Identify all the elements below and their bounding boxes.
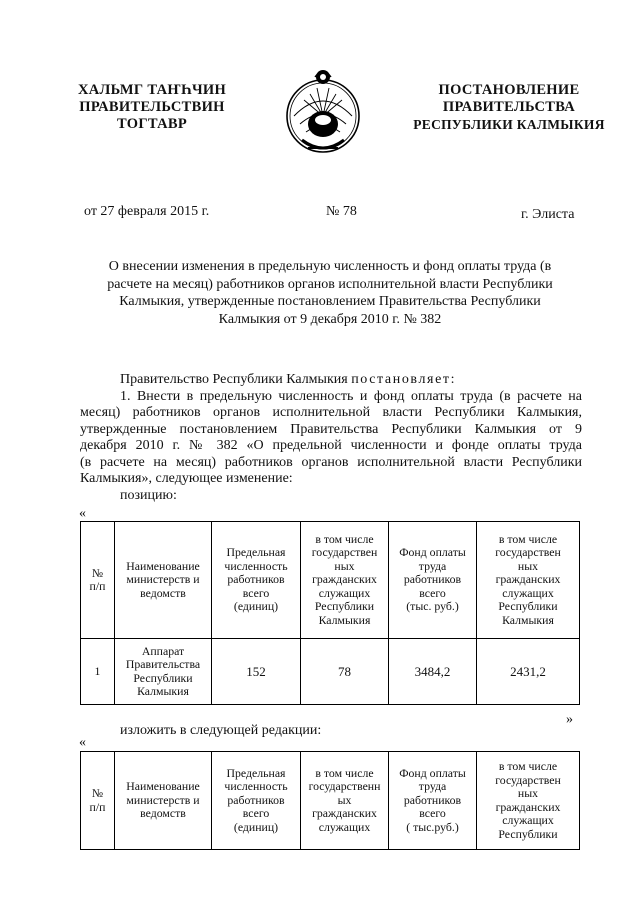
quote-open-2: «	[79, 735, 86, 750]
table1-header-row	[81, 522, 580, 639]
table2-header-civil-payroll: в том числе государствен ных гражданских служащих Республики	[477, 752, 580, 850]
table1-header-civil-payroll: в том числе государствен ных гражданских служащих Республики Калмыкия	[477, 522, 580, 639]
header-right-line-3: РЕСПУБЛИКИ КАЛМЫКИЯ	[413, 117, 605, 132]
title-line-1: О внесении изменения в предельную численность и фонд оплаты труда (в	[108, 259, 552, 274]
table1-cell-civil-payroll: 2431,2	[477, 639, 580, 705]
intro-line	[80, 372, 582, 389]
table1-cell-civil-servants: 78	[301, 639, 389, 705]
quote-open-1: «	[79, 506, 86, 521]
table-new-position	[80, 751, 580, 850]
header-right-line-1: ПОСТАНОВЛЕНИЕ	[438, 82, 580, 98]
para-line-3: утвержденные постановлением Правительства Республики Калмыкия от 9	[80, 421, 582, 437]
table1-cell-name: Аппарат Правительства Республики Калмыкия	[115, 639, 212, 705]
para-line-4: декабря 2010 г. № 382 «О предельной численности и фонде оплаты труда	[80, 438, 582, 453]
quote-close-1: »	[566, 712, 573, 727]
intro-decree-word: постановляет:	[351, 372, 457, 387]
position-label: позицию:	[120, 487, 177, 503]
document-date: от 27 февраля 2015 г.	[84, 204, 210, 219]
table1-header-payroll-fund: Фонд оплаты труда работников всего (тыс. руб.)	[389, 522, 477, 639]
header-left-line-3: ТОГТАВР	[116, 116, 188, 132]
title-line-3: Калмыкия, утвержденные постановлением Правительства Республики	[119, 294, 541, 309]
table2-header-payroll-fund: Фонд оплаты труда работников всего ( тыс.руб.)	[389, 752, 477, 850]
para-line-1: 1. Внести в предельную численность и фонд оплаты труда (в расчете на	[120, 388, 582, 404]
intro-text: Правительство Республики Калмыкия	[120, 372, 352, 387]
header-left-kalmyk	[66, 82, 238, 133]
resolution-body	[80, 372, 582, 504]
table1-cell-num: 1	[81, 639, 115, 705]
table1-header-name: Наименование министерств и ведомств	[115, 522, 212, 639]
header-right-russian	[410, 82, 608, 133]
para-line-5: (в расчете на месяц) работников органов исполнительной власти Республики	[80, 454, 582, 470]
para-line-2: месяц) работников органов исполнительной власти Республики Калмыкия,	[80, 405, 582, 420]
table1-header-civil-servants: в том числе государствен ных гражданских служащих Республики Калмыкия	[301, 522, 389, 639]
restate-label: изложить в следующей редакции:	[120, 723, 322, 738]
document-title	[80, 258, 580, 328]
table1-cell-headcount: 152	[212, 639, 301, 705]
table2-header-headcount: Предельная численность работников всего (единиц)	[212, 752, 301, 850]
table2-header-name: Наименование министерств и ведомств	[115, 752, 212, 850]
document-number: № 78	[326, 204, 357, 219]
para-line-6: Калмыкия», следующее изменение:	[80, 471, 293, 486]
table1-header-num: № п/п	[81, 522, 115, 639]
title-line-4: Калмыкия от 9 декабря 2010 г. № 382	[218, 311, 442, 327]
table1-header-headcount: Предельная численность работников всего (единиц)	[212, 522, 301, 639]
table-current-position	[80, 521, 580, 705]
header-left-line-2: ПРАВИТЕЛЬСТВИН	[79, 99, 225, 115]
table2-header-row	[81, 752, 580, 850]
table2-header-civil-servants: в том числе государственн ых гражданских служащих	[301, 752, 389, 850]
table2-header-num: № п/п	[81, 752, 115, 850]
table-row	[81, 639, 580, 705]
coat-of-arms-icon	[284, 64, 362, 160]
table1-cell-payroll-fund: 3484,2	[389, 639, 477, 705]
document-city: г. Элиста	[521, 207, 575, 222]
title-line-2: расчете на месяц) работников органов исполнительной власти Республики	[107, 276, 553, 292]
header-left-line-1: ХАЛЬМГ ТАҤҺЧИН	[77, 82, 227, 98]
header-right-line-2: ПРАВИТЕЛЬСТВА	[442, 99, 576, 115]
